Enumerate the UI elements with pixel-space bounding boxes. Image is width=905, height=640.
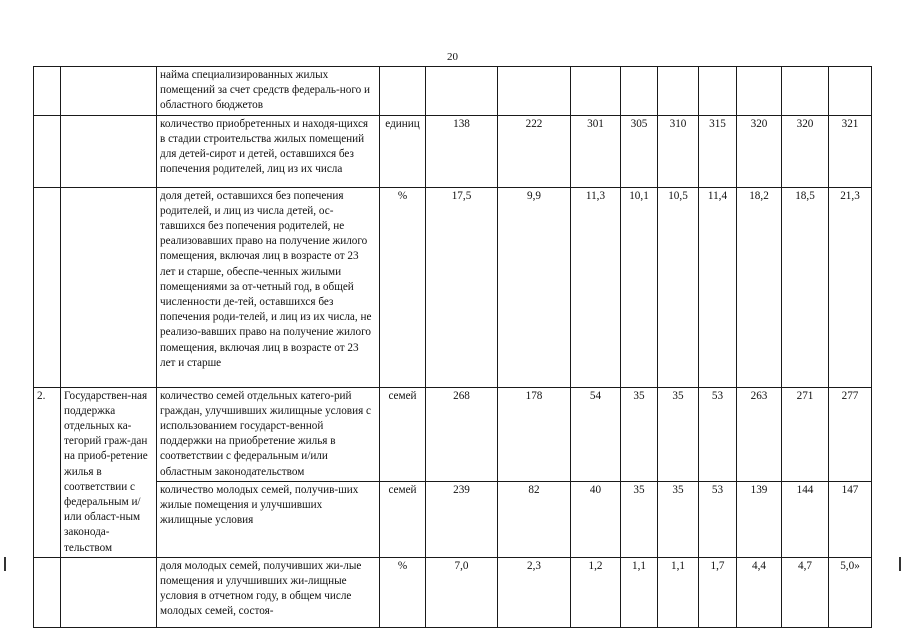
value-cell	[658, 67, 699, 116]
value-cell: 10,5	[658, 187, 699, 387]
value-cell: 35	[621, 387, 658, 481]
indicators-table	[33, 66, 872, 628]
value-cell: 54	[571, 387, 621, 481]
page-number: 20	[447, 51, 458, 63]
program-cell	[61, 115, 157, 187]
indicator-cell: доля детей, оставшихся без попечения родителей, и лиц из числа детей, ос-тавшихся без попечения родителей, не реализовавших право на получение жилого помещения, включая лиц в возрасте от 23 лет и старше, обеспе-ченных жилыми помещениями за от-четный год, в общей численности де-тей, оставшихся без попечения роди-телей, и лиц из их числа, не реализо-вавших право на получение жилого помещения, включая лиц в возрасте от 23 лет и старше	[157, 187, 380, 387]
value-cell	[699, 67, 737, 116]
value-cell: 4,4	[737, 557, 782, 627]
value-cell: 1,2	[571, 557, 621, 627]
value-cell: 82	[498, 481, 571, 557]
unit-cell: %	[380, 557, 426, 627]
indicator-cell: количество семей отдельных катего-рий граждан, улучшивших жилищные условия с использованием государст-венной поддержки на приобретение жилья в соответствии с федеральным и/или областным законодательством	[157, 387, 380, 481]
value-cell	[621, 67, 658, 116]
value-cell: 35	[621, 481, 658, 557]
value-cell: 5,0»	[829, 557, 872, 627]
row-number	[34, 67, 61, 116]
indicator-cell: количество молодых семей, получив-ших жилые помещения и улучшивших жилищные условия	[157, 481, 380, 557]
unit-cell	[380, 67, 426, 116]
value-cell: 35	[658, 481, 699, 557]
value-cell: 53	[699, 481, 737, 557]
value-cell: 1,1	[658, 557, 699, 627]
value-cell: 53	[699, 387, 737, 481]
row-number	[34, 115, 61, 187]
value-cell: 271	[782, 387, 829, 481]
value-cell: 277	[829, 387, 872, 481]
row-number	[34, 187, 61, 387]
unit-cell: семей	[380, 387, 426, 481]
unit-cell: единиц	[380, 115, 426, 187]
indicator-cell: доля молодых семей, получивших жи-лые помещения и улучшивших жи-лищные условия в отчетном году, в общем числе молодых семей, состоя-	[157, 557, 380, 627]
value-cell: 263	[737, 387, 782, 481]
indicator-cell: количество приобретенных и находя-щихся в стадии строительства жилых помещений для детей-сирот и детей, оставшихся без попечения родителей, лиц из их числа	[157, 115, 380, 187]
value-cell	[829, 67, 872, 116]
value-cell: 40	[571, 481, 621, 557]
value-cell: 305	[621, 115, 658, 187]
value-cell: 301	[571, 115, 621, 187]
program-cell	[61, 557, 157, 627]
scan-edge-mark-right	[899, 557, 901, 571]
table-row	[34, 67, 872, 116]
unit-cell: семей	[380, 481, 426, 557]
value-cell: 139	[737, 481, 782, 557]
scan-edge-mark-left	[4, 557, 6, 571]
value-cell: 7,0	[426, 557, 498, 627]
value-cell: 268	[426, 387, 498, 481]
value-cell: 11,3	[571, 187, 621, 387]
value-cell: 320	[737, 115, 782, 187]
value-cell: 138	[426, 115, 498, 187]
value-cell	[571, 67, 621, 116]
value-cell: 310	[658, 115, 699, 187]
unit-cell: %	[380, 187, 426, 387]
value-cell: 11,4	[699, 187, 737, 387]
value-cell: 9,9	[498, 187, 571, 387]
value-cell: 18,5	[782, 187, 829, 387]
program-cell	[61, 67, 157, 116]
value-cell: 1,1	[621, 557, 658, 627]
value-cell: 315	[699, 115, 737, 187]
value-cell: 144	[782, 481, 829, 557]
value-cell: 35	[658, 387, 699, 481]
value-cell: 1,7	[699, 557, 737, 627]
row-number: 2.	[34, 387, 61, 557]
row-number	[34, 557, 61, 627]
value-cell	[426, 67, 498, 116]
table-row	[34, 387, 872, 481]
value-cell: 321	[829, 115, 872, 187]
value-cell: 17,5	[426, 187, 498, 387]
table-row	[34, 557, 872, 627]
value-cell: 21,3	[829, 187, 872, 387]
value-cell: 18,2	[737, 187, 782, 387]
value-cell: 239	[426, 481, 498, 557]
program-cell: Государствен-ная поддержка отдельных ка-тегорий граж-дан на приоб-ретение жилья в соответствии с федеральным и/или област-ным законода-тельством	[61, 387, 157, 557]
value-cell: 320	[782, 115, 829, 187]
table-row	[34, 115, 872, 187]
value-cell: 222	[498, 115, 571, 187]
value-cell	[498, 67, 571, 116]
value-cell: 147	[829, 481, 872, 557]
value-cell: 178	[498, 387, 571, 481]
value-cell: 10,1	[621, 187, 658, 387]
value-cell: 2,3	[498, 557, 571, 627]
value-cell	[782, 67, 829, 116]
value-cell: 4,7	[782, 557, 829, 627]
indicator-cell: найма специализированных жилых помещений за счет средств федераль-ного и областного бюджетов	[157, 67, 380, 116]
program-cell	[61, 187, 157, 387]
value-cell	[737, 67, 782, 116]
table-row	[34, 481, 872, 557]
table-row	[34, 187, 872, 387]
